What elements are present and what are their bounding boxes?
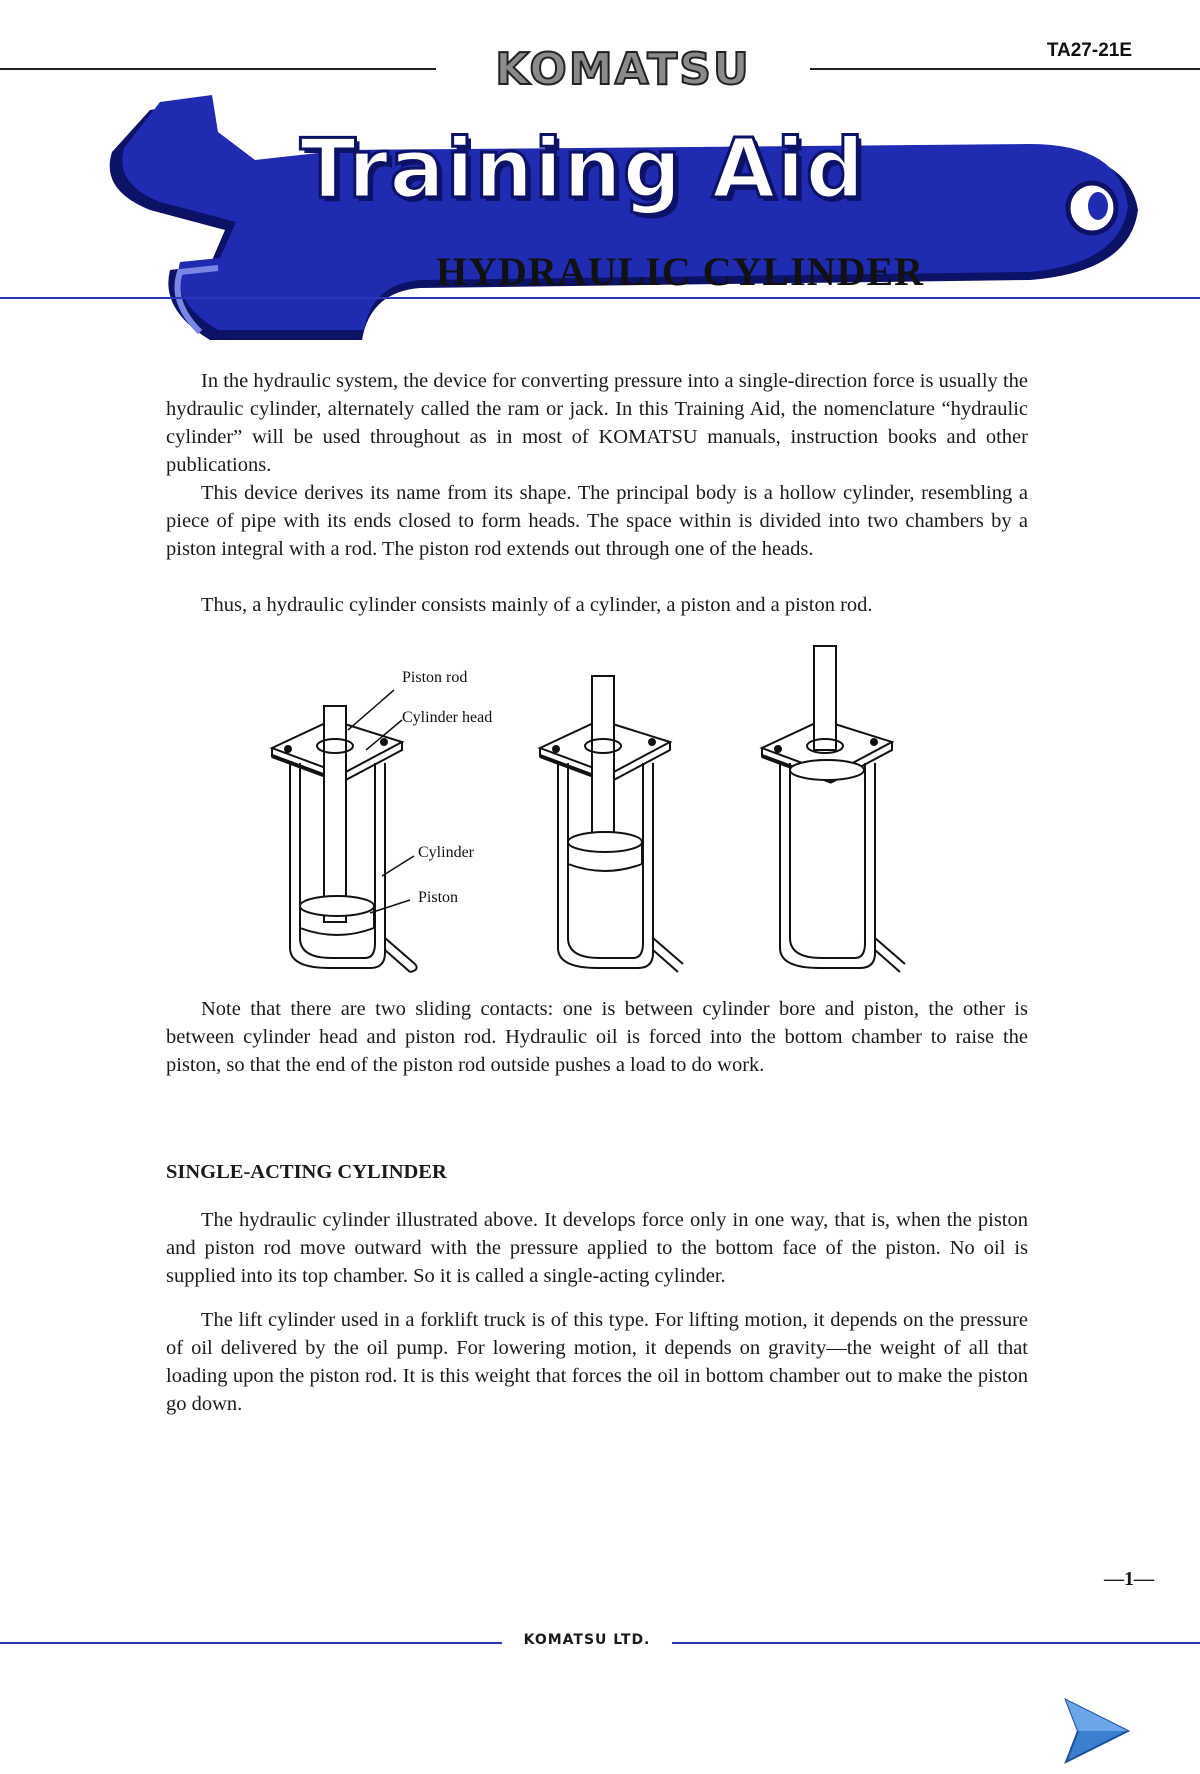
- hydraulic-cylinder-figure: [260, 638, 960, 978]
- paragraph-forklift: The lift cylinder used in a forklift truck is of this type. For lifting motion, it depends on the pressure of oil delivered by the oil pump. For lowering motion, it depends on gravity—the weight of all that loading upon the piston rod. It is this weight that forces the oil in bottom chamber out to make the piston go down.: [166, 1309, 1028, 1415]
- paragraph-intro: In the hydraulic system, the device for converting pressure into a single-direction force is usually the hydraulic cylinder, alternately called the ram or jack. In this Training Aid, the nomenclature “hydraulic cylinder” will be used throughout as in most of KOMATSU manuals, instruction books and other publications.: [166, 370, 1028, 476]
- label-piston-rod: Piston rod: [402, 669, 468, 686]
- page-title: HYDRAULIC CYLINDER: [436, 249, 925, 294]
- next-page-arrow-icon[interactable]: [1062, 1696, 1132, 1766]
- paragraph-shape: This device derives its name from its shape. The principal body is a hollow cylinder, resembling a piece of pipe with its ends closed to form heads. The space within is divided into two chambers by a piston integral with a rod. The piston rod extends out through one of the heads.: [166, 482, 1028, 560]
- paragraph-sliding-contacts: Note that there are two sliding contacts: one is between cylinder bore and piston, the other is between cylinder head and piston rod. Hydraulic oil is forced into the bottom chamber to raise the piston, so that the end of the piston rod outside pushes a load to do work.: [166, 998, 1028, 1076]
- paragraph-components: Thus, a hydraulic cylinder consists mainly of a cylinder, a piston and a piston rod.: [201, 594, 873, 616]
- label-cylinder: Cylinder: [418, 844, 474, 861]
- header-rule: [0, 297, 1200, 299]
- footer-rule-right: [672, 1642, 1200, 1644]
- document-code: TA27-21E: [1046, 40, 1132, 61]
- label-piston: Piston: [418, 889, 459, 906]
- page-number: —1—: [1104, 1568, 1154, 1590]
- komatsu-logo: KOMATSU: [436, 44, 810, 96]
- paragraph-single-acting: The hydraulic cylinder illustrated above. It develops force only in one way, that is, when the piston and piston rod move outward with the pressure applied to the bottom face of the piston. No oil is supplied into its top chamber. So it is called a single-acting cylinder.: [166, 1209, 1028, 1287]
- footer-company: KOMATSU LTD.: [523, 1632, 651, 1648]
- banner-title: Training Aid: [300, 122, 866, 217]
- cylinder-diagram-2: [540, 676, 683, 972]
- footer-rule-left: [0, 1642, 502, 1644]
- label-cylinder-head: Cylinder head: [402, 709, 493, 726]
- cylinder-diagram-3: [762, 646, 905, 972]
- section-heading: SINGLE-ACTING CYLINDER: [166, 1161, 447, 1183]
- cylinder-diagram-1: [272, 706, 417, 972]
